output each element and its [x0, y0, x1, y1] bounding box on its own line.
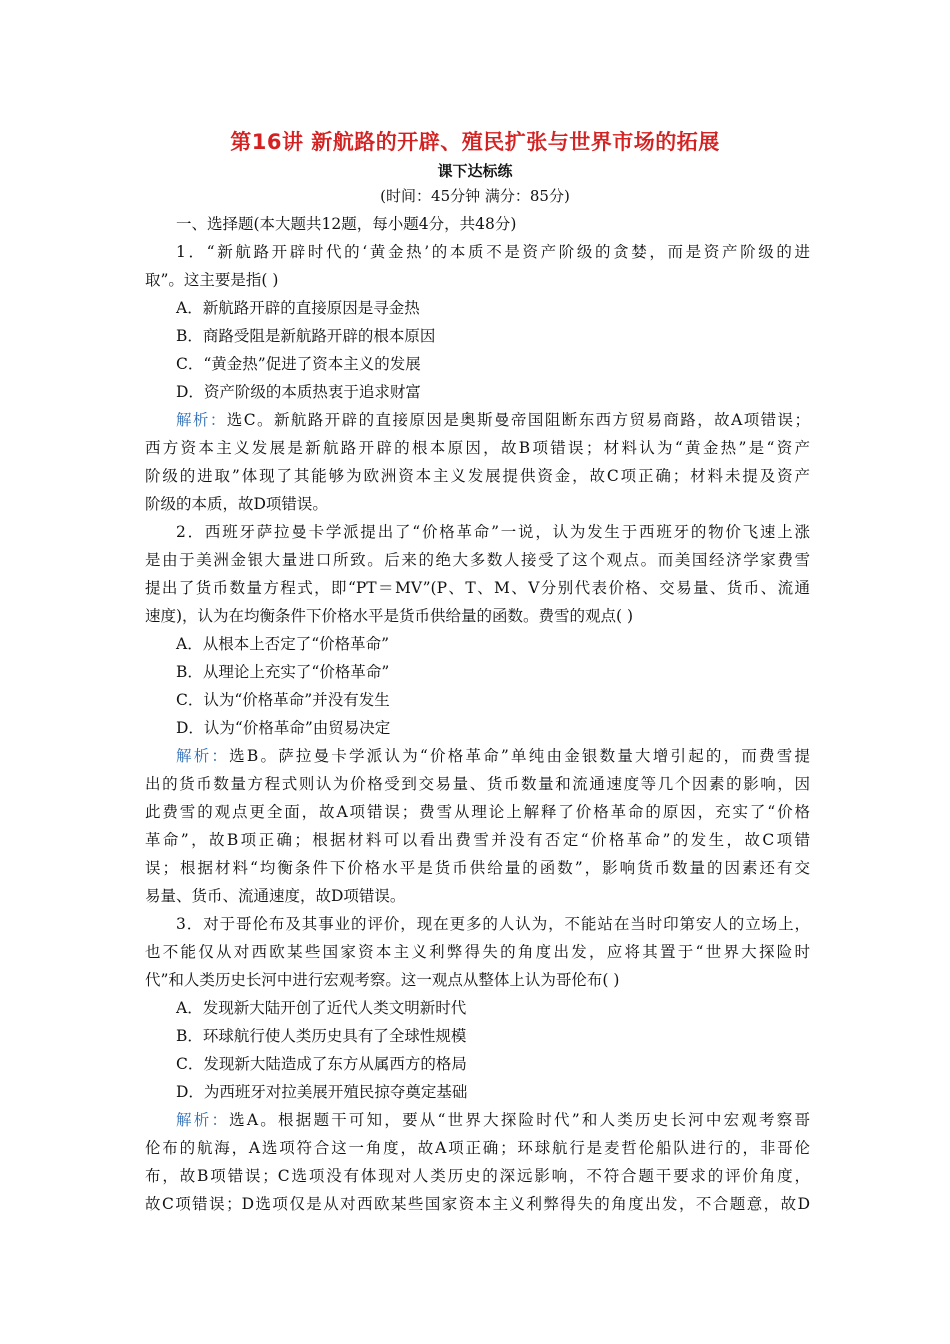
question-1-option-d: D．资产阶级的本质热衷于追求财富 [176, 383, 421, 401]
question-1-option-a: A．新航路开辟的直接原因是寻金热 [176, 299, 420, 317]
analysis-label: 解析： [176, 747, 230, 765]
analysis-label: 解析： [176, 1111, 230, 1129]
question-2-stem-line: 速度)，认为在均衡条件下价格水平是货币供给量的函数。费雪的观点( ) [145, 607, 634, 625]
analysis-text: 选C。新航路开辟的直接原因是奥斯曼帝国阻断东西方贸易商路，故A项错误； [226, 411, 810, 429]
document-subtitle: 课下达标练 [437, 162, 513, 180]
question-3-analysis-line: 伦布的航海，A选项符合这一角度，故A项正确；环球航行是麦哲伦船队进行的，非哥伦 [145, 1139, 810, 1157]
question-2-analysis-line: 革命”，故B项正确；根据材料可以看出费雪并没有否定“价格革命”的发生，故C项错 [145, 831, 810, 849]
question-2-analysis-line [145, 742, 810, 770]
question-1-stem-line: 1．“新航路开辟时代的‘黄金热’的本质不是资产阶级的贪婪，而是资产阶级的进 [176, 243, 810, 261]
analysis-label: 解析： [176, 411, 227, 429]
question-2-analysis-line: 此费雪的观点更全面，故A项错误；费雪从理论上解释了价格革命的原因，充实了“价格 [145, 803, 810, 821]
analysis-text: 选B。萨拉曼卡学派认为“价格革命”单纯由金银数量大增引起的，而费雪提 [229, 747, 810, 765]
question-2-analysis-line: 易量、货币、流通速度，故D项错误。 [145, 887, 406, 905]
question-1-option-b: B．商路受阻是新航路开辟的根本原因 [176, 327, 436, 345]
analysis-text: 选A。根据题干可知，要从“世界大探险时代”和人类历史长河中宏观考察哥 [229, 1111, 810, 1129]
question-3-stem-line: 3．对于哥伦布及其事业的评价，现在更多的人认为，不能站在当时印第安人的立场上， [176, 915, 810, 933]
question-1-stem-line: 取”。这主要是指( ) [145, 271, 279, 289]
question-2-option-c: C．认为“价格革命”并没有发生 [176, 691, 390, 709]
question-3-analysis-line: 布，故B项错误；C选项没有体现对人类历史的深远影响，不符合题干要求的评价角度， [145, 1167, 810, 1185]
question-2-analysis-line: 误；根据材料“均衡条件下价格水平是货币供给量的函数”，影响货币数量的因素还有交 [145, 859, 810, 877]
question-1-analysis-line: 西方资本主义发展是新航路开辟的根本原因，故B项错误；材料认为“黄金热”是“资产 [145, 439, 810, 457]
question-3-option-c: C．发现新大陆造成了东方从属西方的格局 [176, 1055, 467, 1073]
question-3-option-b: B．环球航行使人类历史具有了全球性规模 [176, 1027, 467, 1045]
question-2-analysis-line: 出的货币数量方程式则认为价格受到交易量、货币数量和流通速度等几个因素的影响，因 [145, 775, 810, 793]
question-2-option-d: D．认为“价格革命”由贸易决定 [176, 719, 391, 737]
question-3-analysis-line [145, 1106, 810, 1134]
document-body [145, 210, 810, 1218]
question-3-option-d: D．为西班牙对拉美展开殖民掠夺奠定基础 [176, 1083, 468, 1101]
question-3-analysis-line: 故C项错误；D选项仅是从对西欧某些国家资本主义利弊得失的角度出发，不合题意，故D [145, 1195, 810, 1213]
question-1-analysis-line [145, 406, 810, 434]
document-title: 第16讲 新航路的开辟、殖民扩张与世界市场的拓展 [230, 130, 720, 154]
question-2-stem-line: 提出了货币数量方程式，即“PT＝MV”(P、T、M、V分别代表价格、交易量、货币、流通 [145, 579, 810, 597]
question-2-option-a: A．从根本上否定了“价格革命” [176, 635, 390, 653]
question-1-analysis-line: 阶级的本质，故D项错误。 [145, 495, 328, 513]
question-2-stem-line: 2．西班牙萨拉曼卡学派提出了“价格革命”一说，认为发生于西班牙的物价飞速上涨 [176, 523, 810, 541]
question-1-analysis-line: 阶级的进取”体现了其能够为欧洲资本主义发展提供资金，故C项正确；材料未提及资产 [145, 467, 810, 485]
exam-meta: (时间：45分钟 满分：85分) [380, 187, 570, 205]
question-2-option-b: B．从理论上充实了“价格革命” [176, 663, 390, 681]
question-2-stem-line: 是由于美洲金银大量进口所致。后来的绝大多数人接受了这个观点。而美国经济学家费雪 [145, 551, 810, 569]
question-1-option-c: C．“黄金热”促进了资本主义的发展 [176, 355, 421, 373]
question-3-stem-line: 代”和人类历史长河中进行宏观考察。这一观点从整体上认为哥伦布( ) [145, 971, 620, 989]
section-heading: 一、选择题(本大题共12题，每小题4分，共48分) [176, 215, 517, 233]
question-3-option-a: A．发现新大陆开创了近代人类文明新时代 [176, 999, 467, 1017]
question-3-stem-line: 也不能仅从对西欧某些国家资本主义利弊得失的角度出发，应将其置于“世界大探险时 [145, 943, 810, 961]
